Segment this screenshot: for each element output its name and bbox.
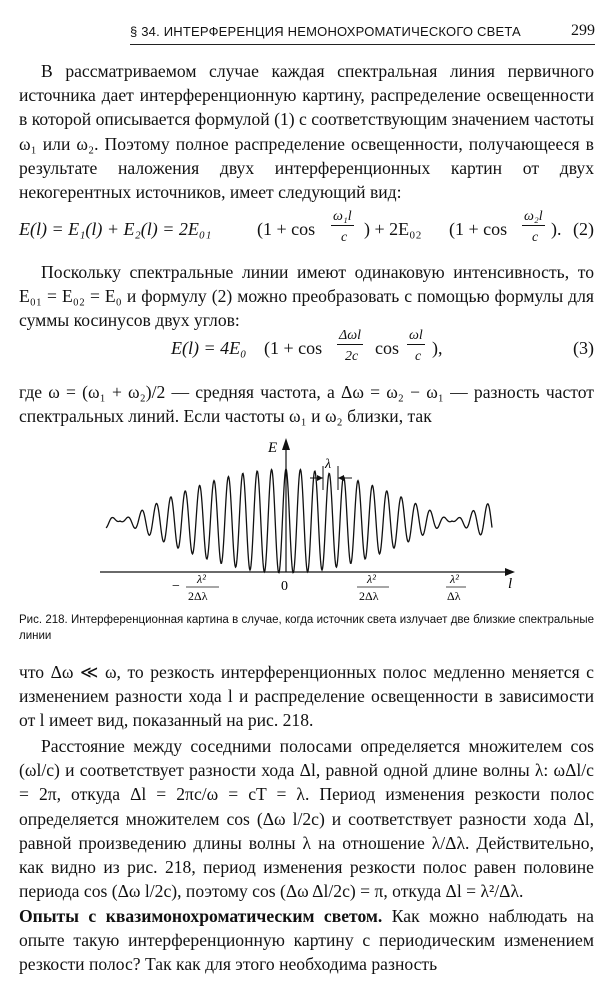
tick-neg-den: 2Δλ	[188, 589, 208, 603]
lambda-arrowhead-left	[317, 475, 323, 481]
tick-pos-full	[446, 572, 466, 603]
eq3-frac1-num: Δωl	[339, 328, 361, 343]
header-title: § 34. ИНТЕРФЕРЕНЦИЯ НЕМОНОХРОМАТИЧЕСКОГО СВЕТА	[130, 24, 521, 39]
eq3-lhs: E(l) = 4E₀	[171, 338, 247, 358]
eq2-part3: (1 + cos	[449, 219, 508, 239]
paragraph-3	[19, 380, 594, 428]
x-axis-arrow	[505, 568, 515, 576]
interference-curve	[106, 469, 492, 573]
eq3-number: (3)	[573, 338, 594, 358]
equation-3	[19, 328, 594, 378]
eq2-frac2-den: c	[532, 230, 539, 245]
tick-neg-num: λ²	[197, 572, 206, 586]
paragraph-5-text: Расстояние между соседними полосами определяется множителем cos (ωl/c) и соответствует разности хода Δl, равной одной длине волны λ: ωΔl/c = 2π, откуда Δl = 2πc/ω = cT = λ. Период изменения резкости полос определяется множителем cos (Δω l/2c) и соответствует разности хода Δl, равной произведению длины волны λ на отношение λ/Δλ. Действительно, как видно из рис. 218, период изменения резкости полос равен половине периода cos (Δω l/2c), поэтому cos (Δω Δl/2c) = π, откуда Δl = λ²/Δλ.	[19, 736, 594, 902]
eq2-number: (2)	[573, 219, 594, 239]
paragraph-4-text: что Δω ≪ ω, то резкость интерференционных полос медленно меняется с изменением разности хода l и распределение освещенности в зависимости от l имеет вид, показанный на рис. 218.	[19, 662, 594, 731]
eq3-frac2-num: ωl	[409, 328, 423, 343]
eq2-part4: ).	[551, 219, 562, 239]
eq2-part2: ) + 2E₀₂	[364, 219, 422, 239]
paragraph-4	[19, 660, 594, 733]
paragraph-3-text: где ω = (ω₁ + ω₂)/2 — средняя частота, а Δω = ω₂ − ω₁ — разность частот спектральных линий. Если частоты ω₁ и ω₂ близки, так	[19, 382, 594, 427]
tick-neg-half	[172, 572, 219, 603]
eq3-part3: ),	[432, 338, 443, 358]
paragraph-2-text: Поскольку спектральные линии имеют одинаковую интенсивность, то E₀₁ = E₀₂ = E₀ и формулу (2) можно преобразовать с помощью формулы для суммы косинусов двух углов:	[19, 262, 594, 331]
tick-pos-half	[357, 572, 389, 603]
y-axis-label: E	[268, 440, 278, 456]
lambda-label: λ	[325, 457, 332, 472]
eq3-frac2-den: c	[415, 349, 422, 364]
figure-218	[0, 430, 613, 610]
running-header	[130, 22, 595, 45]
tick-pos-full-num: λ²	[450, 572, 459, 586]
paragraph-5	[19, 734, 594, 903]
eq2-lhs: E(l) = E₁(l) + E₂(l) = 2E₀₁	[19, 219, 212, 239]
figure-caption-text: Рис. 218. Интерференционная картина в случае, когда источник света излучает две близкие спектральные линии	[19, 614, 594, 642]
paragraph-6-body: Как можно наблюдать на опыте такую интерференционную картину с периодическим изменением резкости полос? Так как для этого необходима разность	[19, 906, 594, 975]
tick-pos-half-num: λ²	[367, 572, 376, 586]
equation-2	[19, 209, 594, 259]
eq3-part1: (1 + cos	[264, 338, 323, 358]
y-axis-arrow	[282, 438, 290, 450]
eq2-frac2-num: ω₂l	[524, 209, 543, 224]
section-heading: Опыты с квазимонохроматическим светом.	[19, 906, 383, 926]
eq2-part1: (1 + cos	[257, 219, 316, 239]
eq3-part2: cos	[375, 338, 399, 358]
paragraph-1-text: В рассматриваемом случае каждая спектральная линия первичного источника дает интерференционную картину, распределение освещенности в которой описывается формулой (1) с соответствующим значением частоты ω₁ или ω₂. Поэтому полное распределение освещенности, получающееся в результате наложения двух интерференционных картин от двух некогерентных источников, имеет следующий вид:	[19, 61, 594, 203]
figure-caption	[19, 612, 594, 644]
zero-label: 0	[281, 579, 288, 594]
page-number: 299	[571, 22, 595, 39]
eq3-frac1-den: 2c	[345, 349, 359, 364]
tick-neg-sign: −	[172, 579, 180, 594]
paragraph-6	[19, 904, 594, 977]
eq2-frac1-num: ω₁l	[333, 209, 352, 224]
paragraph-1	[19, 59, 594, 204]
tick-pos-full-den: Δλ	[447, 589, 461, 603]
curve-path	[106, 469, 492, 573]
paragraph-2	[19, 260, 594, 333]
paragraph-6-text	[19, 904, 594, 977]
eq2-frac1-den: c	[341, 230, 348, 245]
lambda-arrowhead-right	[338, 475, 344, 481]
tick-pos-half-den: 2Δλ	[359, 589, 379, 603]
x-axis-label: l	[508, 576, 513, 592]
